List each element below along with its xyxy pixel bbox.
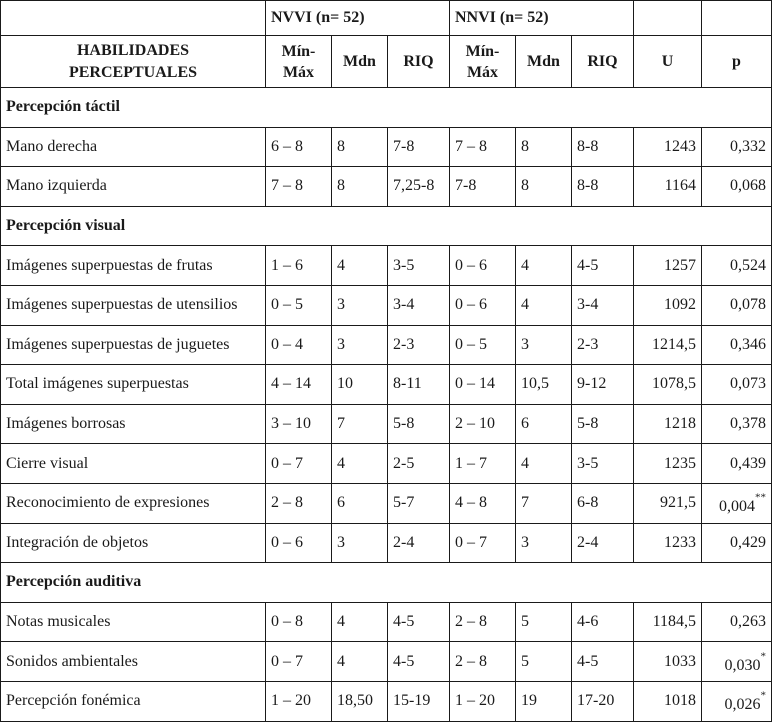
nvvi-mdn: 18,50: [332, 681, 388, 721]
p-value: 0,378: [730, 415, 766, 433]
row-label: Reconocimiento de expresiones: [1, 483, 266, 523]
p-value: 0,030: [724, 656, 761, 674]
column-header-u: U: [634, 36, 702, 88]
nnvi-minmax: 2 – 8: [450, 602, 516, 642]
p-value: 0,429: [730, 533, 766, 551]
section-title: Percepción táctil: [1, 88, 772, 128]
nnvi-mdn: 8: [516, 167, 572, 207]
nnvi-minmax: 0 – 5: [450, 325, 516, 365]
nvvi-minmax: 0 – 8: [266, 602, 332, 642]
row-label: Total imágenes superpuestas: [1, 365, 266, 405]
nvvi-mdn: 8: [332, 127, 388, 167]
nnvi-mdn: 4: [516, 285, 572, 325]
nnvi-mdn: 5: [516, 602, 572, 642]
nnvi-mdn: 19: [516, 681, 572, 721]
table-row: [1, 246, 772, 286]
table-row: [1, 523, 772, 563]
nnvi-minmax: 1 – 7: [450, 444, 516, 484]
nvvi-minmax: 1 – 20: [266, 681, 332, 721]
p-value-cell: [702, 642, 772, 682]
u-statistic: 1218: [634, 404, 702, 444]
nvvi-riq: 2-5: [388, 444, 450, 484]
row-label: Cierre visual: [1, 444, 266, 484]
column-header-skills: [1, 36, 266, 88]
header-blank-cell: [702, 1, 772, 36]
nnvi-minmax: 1 – 20: [450, 681, 516, 721]
u-statistic: 1235: [634, 444, 702, 484]
p-value: 0,004: [719, 498, 755, 516]
nnvi-mdn: 4: [516, 246, 572, 286]
u-statistic: 1233: [634, 523, 702, 563]
table-row: [1, 127, 772, 167]
nvvi-riq: 4-5: [388, 602, 450, 642]
group-nvvi-header-pad: [388, 1, 450, 36]
nvvi-mdn: 4: [332, 246, 388, 286]
p-value-cell: [702, 681, 772, 721]
nvvi-mdn: 10: [332, 365, 388, 405]
nvvi-riq: 3-4: [388, 285, 450, 325]
column-header-g2-riq: RIQ: [572, 36, 634, 88]
nvvi-minmax: 6 – 8: [266, 127, 332, 167]
row-label: Notas musicales: [1, 602, 266, 642]
nnvi-riq: 8-8: [572, 167, 634, 207]
p-value-cell: [702, 444, 772, 484]
nvvi-riq: 8-11: [388, 365, 450, 405]
p-value: 0,524: [730, 256, 766, 274]
table-row: [1, 285, 772, 325]
nnvi-riq: 17-20: [572, 681, 634, 721]
nvvi-minmax: 0 – 5: [266, 285, 332, 325]
p-value-cell: [702, 404, 772, 444]
row-label: Sonidos ambientales: [1, 642, 266, 682]
p-value-cell: [702, 127, 772, 167]
u-statistic: 1257: [634, 246, 702, 286]
p-value-cell: [702, 167, 772, 207]
nvvi-riq: 7-8: [388, 127, 450, 167]
nnvi-riq: 4-5: [572, 642, 634, 682]
nnvi-mdn: 8: [516, 127, 572, 167]
nnvi-riq: 3-4: [572, 285, 634, 325]
nvvi-riq: 7,25-8: [388, 167, 450, 207]
p-value-cell: [702, 285, 772, 325]
nnvi-minmax: 7-8: [450, 167, 516, 207]
p-value: 0,346: [730, 335, 766, 353]
column-header-g2-minmax: [450, 36, 516, 88]
nnvi-mdn: 3: [516, 325, 572, 365]
minmax-line2: Máx: [282, 63, 315, 81]
nvvi-riq: 5-8: [388, 404, 450, 444]
u-statistic: 1243: [634, 127, 702, 167]
nnvi-minmax: 2 – 8: [450, 642, 516, 682]
nvvi-mdn: 3: [332, 325, 388, 365]
row-label: Percepción fonémica: [1, 681, 266, 721]
u-statistic: 1164: [634, 167, 702, 207]
table-row: [1, 167, 772, 207]
table-body: [1, 1, 772, 722]
p-value: 0,073: [730, 375, 766, 393]
nvvi-minmax: 0 – 6: [266, 523, 332, 563]
nnvi-minmax: 0 – 14: [450, 365, 516, 405]
nnvi-riq: 3-5: [572, 444, 634, 484]
p-value-cell: [702, 365, 772, 405]
column-header-g2-mdn: Mdn: [516, 36, 572, 88]
nnvi-mdn: 10,5: [516, 365, 572, 405]
row-label: Imágenes superpuestas de utensilios: [1, 285, 266, 325]
row-label: Imágenes superpuestas de juguetes: [1, 325, 266, 365]
nnvi-minmax: 0 – 6: [450, 246, 516, 286]
p-value: 0,263: [730, 613, 766, 631]
header-blank-cell: [634, 1, 702, 36]
section-row: [1, 206, 772, 246]
p-value-cell: [702, 483, 772, 523]
row-label: Imágenes superpuestas de frutas: [1, 246, 266, 286]
minmax-line2: Máx: [466, 63, 499, 81]
minmax-line1: Mín-: [281, 42, 316, 60]
nnvi-mdn: 7: [516, 483, 572, 523]
p-value: 0,332: [730, 137, 766, 155]
nnvi-minmax: 0 – 6: [450, 285, 516, 325]
p-value: 0,078: [730, 296, 766, 314]
nnvi-mdn: 3: [516, 523, 572, 563]
nvvi-minmax: 0 – 4: [266, 325, 332, 365]
u-statistic: 1033: [634, 642, 702, 682]
nvvi-mdn: 7: [332, 404, 388, 444]
nvvi-mdn: 3: [332, 285, 388, 325]
row-label: Mano izquierda: [1, 167, 266, 207]
header-blank-cell: [1, 1, 266, 36]
section-row: [1, 88, 772, 128]
p-value-cell: [702, 325, 772, 365]
p-value: 0,068: [730, 177, 766, 195]
nnvi-riq: 8-8: [572, 127, 634, 167]
nnvi-riq: 6-8: [572, 483, 634, 523]
nvvi-riq: 2-3: [388, 325, 450, 365]
column-header-g1-minmax: [266, 36, 332, 88]
nvvi-minmax: 2 – 8: [266, 483, 332, 523]
p-value-cell: [702, 602, 772, 642]
significance-marker: *: [760, 689, 766, 702]
table-row: [1, 365, 772, 405]
section-row: [1, 563, 772, 603]
nvvi-riq: 2-4: [388, 523, 450, 563]
row-label: Integración de objetos: [1, 523, 266, 563]
p-value-cell: [702, 523, 772, 563]
significance-marker: **: [755, 491, 766, 504]
nnvi-riq: 4-5: [572, 246, 634, 286]
table-row: [1, 642, 772, 682]
column-header-g1-riq: RIQ: [388, 36, 450, 88]
section-title: Percepción auditiva: [1, 563, 772, 603]
p-value: 0,026: [724, 696, 761, 714]
nvvi-riq: 4-5: [388, 642, 450, 682]
row-label: Mano derecha: [1, 127, 266, 167]
nnvi-riq: 2-3: [572, 325, 634, 365]
column-header-skills-line1: HABILIDADES: [76, 41, 190, 59]
nnvi-riq: 2-4: [572, 523, 634, 563]
minmax-line1: Mín-: [465, 42, 500, 60]
nvvi-mdn: 3: [332, 523, 388, 563]
u-statistic: 1092: [634, 285, 702, 325]
nvvi-mdn: 4: [332, 642, 388, 682]
table-row: [1, 404, 772, 444]
nvvi-minmax: 7 – 8: [266, 167, 332, 207]
nvvi-mdn: 4: [332, 602, 388, 642]
nnvi-mdn: 4: [516, 444, 572, 484]
group-nnvi-header: NNVI (n= 52): [450, 1, 572, 36]
table-row: [1, 602, 772, 642]
nvvi-mdn: 4: [332, 444, 388, 484]
nvvi-riq: 3-5: [388, 246, 450, 286]
nvvi-minmax: 1 – 6: [266, 246, 332, 286]
u-statistic: 1214,5: [634, 325, 702, 365]
nnvi-mdn: 6: [516, 404, 572, 444]
column-header-p: p: [702, 36, 772, 88]
nnvi-minmax: 2 – 10: [450, 404, 516, 444]
row-label: Imágenes borrosas: [1, 404, 266, 444]
table-row: [1, 325, 772, 365]
nvvi-minmax: 4 – 14: [266, 365, 332, 405]
p-value: 0,439: [730, 454, 766, 472]
nvvi-mdn: 6: [332, 483, 388, 523]
group-header-row: [1, 1, 772, 36]
nnvi-riq: 9-12: [572, 365, 634, 405]
nnvi-mdn: 5: [516, 642, 572, 682]
nvvi-minmax: 3 – 10: [266, 404, 332, 444]
nnvi-minmax: 4 – 8: [450, 483, 516, 523]
column-header-skills-line2: PERCEPTUALES: [68, 63, 198, 81]
nvvi-riq: 5-7: [388, 483, 450, 523]
table-row: [1, 483, 772, 523]
column-header-row: [1, 36, 772, 88]
nnvi-riq: 5-8: [572, 404, 634, 444]
significance-marker: *: [760, 650, 766, 663]
column-header-g1-mdn: Mdn: [332, 36, 388, 88]
nvvi-minmax: 0 – 7: [266, 642, 332, 682]
u-statistic: 1018: [634, 681, 702, 721]
u-statistic: 921,5: [634, 483, 702, 523]
u-statistic: 1184,5: [634, 602, 702, 642]
group-nnvi-header-pad: [572, 1, 634, 36]
nnvi-minmax: 7 – 8: [450, 127, 516, 167]
group-nvvi-header: NVVI (n= 52): [266, 1, 388, 36]
nnvi-minmax: 0 – 7: [450, 523, 516, 563]
u-statistic: 1078,5: [634, 365, 702, 405]
nvvi-riq: 15-19: [388, 681, 450, 721]
section-title: Percepción visual: [1, 206, 772, 246]
table-row: [1, 681, 772, 721]
nnvi-riq: 4-6: [572, 602, 634, 642]
nvvi-mdn: 8: [332, 167, 388, 207]
table-row: [1, 444, 772, 484]
p-value-cell: [702, 246, 772, 286]
nvvi-minmax: 0 – 7: [266, 444, 332, 484]
